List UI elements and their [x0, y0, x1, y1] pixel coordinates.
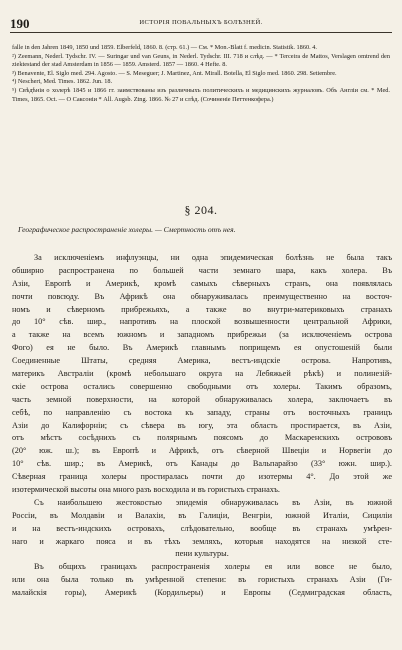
- footnote: ⁵) Свѣдѣнія о холерѣ 1845 и 1866 гг. заимствованы изъ различныхъ политическихъ и медицинскихъ журналовъ. Объ Англіи см. * Med. Times, 1865. Oct. — О Саксоніи * All. Augsb. Ztng. 1866. № 27 и слѣд. (Сочиненіе Петтенкофера.): [12, 86, 390, 103]
- text-line: изотермической высоты она много разъ восходила и въ гористыхъ странахъ.: [12, 485, 280, 495]
- text-line: обширно распространена по большей части земнаго шара, какъ холера. Въ: [12, 265, 392, 275]
- page-number: 190: [10, 16, 30, 31]
- section-title: Географическое распространеніе холеры. — Смертность отъ нея.: [18, 225, 236, 234]
- text-line: Соединенные Штаты, средняя Америка, вестъ-индскіе острова. Напротивъ,: [12, 356, 392, 366]
- page-header: [10, 16, 392, 33]
- text-line: 10° сѣв. шир.; въ Америкѣ, отъ Канады до Вальпарайзо (33° южн. шир.).: [12, 459, 392, 469]
- text-line: Фого) ея не было. Въ Америкѣ главнымъ поприщемъ ея опустошеній были: [12, 343, 392, 353]
- text-line: а также на всемъ южномъ и западномъ прибрежьи (за исключеніемъ острова: [12, 330, 392, 340]
- text-line: пени культуры.: [175, 549, 229, 559]
- text-line: (20° юж. ш.); въ Европѣ и Африкѣ, отъ сѣверной Швеціи и Норвегіи до: [12, 446, 392, 456]
- footnote: ²) Zeemann, Nederl. Tydschr. IV. — Suringar und van Geuns, in Nederl. Tydschr. III. 718 и слѣд. — * Terceira de Mattos, Verslagen omtrend den ziektestand der stad Amsterdam in 1856 — 1859. Amsterd. 1857 — 1860. 4 Hefte. 8.: [12, 52, 390, 69]
- text-line: себѣ, по направленію съ востока къ западу, страны отъ восточныхъ границъ: [12, 407, 392, 417]
- text-line: Россіи, въ Молдавіи и Валахіи, въ Галиціи, Венгріи, южной Италіи, Сициліи: [12, 510, 392, 520]
- text-line: За исключеніемъ инфлуэнцы, ни одна эпидемическая болѣзнь не была такъ: [34, 253, 392, 262]
- text-line: и на вестъ-индскихъ островахъ, слѣдовательно, вообще въ странахъ умѣрен-: [12, 523, 392, 533]
- text-line: Азіи до Калифорніи; съ сѣвера въ югу, эта область простирается, въ Азіи,: [12, 420, 392, 430]
- text-line: часть земной поверхности, на которой обнаруживалась холера, заключаетъ въ: [12, 394, 392, 404]
- text-line: Въ общихъ границахъ распространенія холеры ея или вовсе не было,: [34, 562, 392, 572]
- footnote: ⁴) Neschert, Med. Times. 1862. Jun. 18.: [12, 78, 113, 86]
- text-line: малайскія горы), Америкѣ (Кордильеры) и Европы (Седмиградская область,: [12, 588, 392, 598]
- text-line: Азіи, Европѣ и Америкѣ, кромѣ самыхъ сѣверныхъ странъ, она появлялась: [12, 278, 392, 288]
- footnote: falle in den Jahren 1849, 1850 und 1859. Elberfeld, 1860. 8. (стр. 61.) — См. * Mon.-Blatt f. medicin. Statistik. 1860. 4.: [12, 44, 317, 51]
- text-line: или она была только въ умѣренной степени: въ гористыхъ странахъ Азіи (Ги-: [12, 575, 392, 585]
- text-line: Съ наибольшею жестокостью эпидемія обнаруживалась въ Азіи, въ южной: [34, 497, 392, 507]
- running-title: ИСТОРІЯ ПОВАЛЬНЫХЪ БОЛѢЗНЕЙ.: [139, 19, 263, 26]
- text-line: материкъ Австраліи (кромѣ небольшаго округа на Лебяжьей рѣкѣ) и полинезій-: [12, 369, 392, 379]
- footnotes: [12, 44, 390, 104]
- footnote: ³) Benavente, El. Siglo med. 294. Agosto. — S. Meseguer; J. Martinez, Ant. Mirall. Botella, El Siglo med. 1860. 298. Setiembre.: [12, 69, 337, 77]
- body-text: [12, 252, 392, 600]
- text-line: скіе острова остались совершенно свободными отъ холеры. Такимъ образомъ,: [12, 381, 392, 391]
- text-line: номъ и сѣверномъ прибрежьяхъ, а также во внутри-материковыхъ странахъ: [12, 304, 392, 314]
- text-line: до 10° сѣв. шир., напротивъ на плоской возвышенности центральной Африки,: [12, 317, 392, 327]
- text-line: почти повсюду. Въ Африкѣ она обнаруживалась преимущественно на восточ-: [12, 291, 392, 301]
- section-number: § 204.: [184, 203, 218, 217]
- text-line: Сѣверная граница холеры простиралась почти до изотермы 4°. До этой же: [12, 472, 392, 482]
- text-line: наго и жаркаго пояса и въ тѣхъ земляхъ, которыя находятся на низкой сте-: [12, 536, 392, 546]
- text-line: отъ мѣстъ сосѣднихъ съ полярнымъ поясомъ до Маскаренскихъ острововъ: [12, 433, 392, 443]
